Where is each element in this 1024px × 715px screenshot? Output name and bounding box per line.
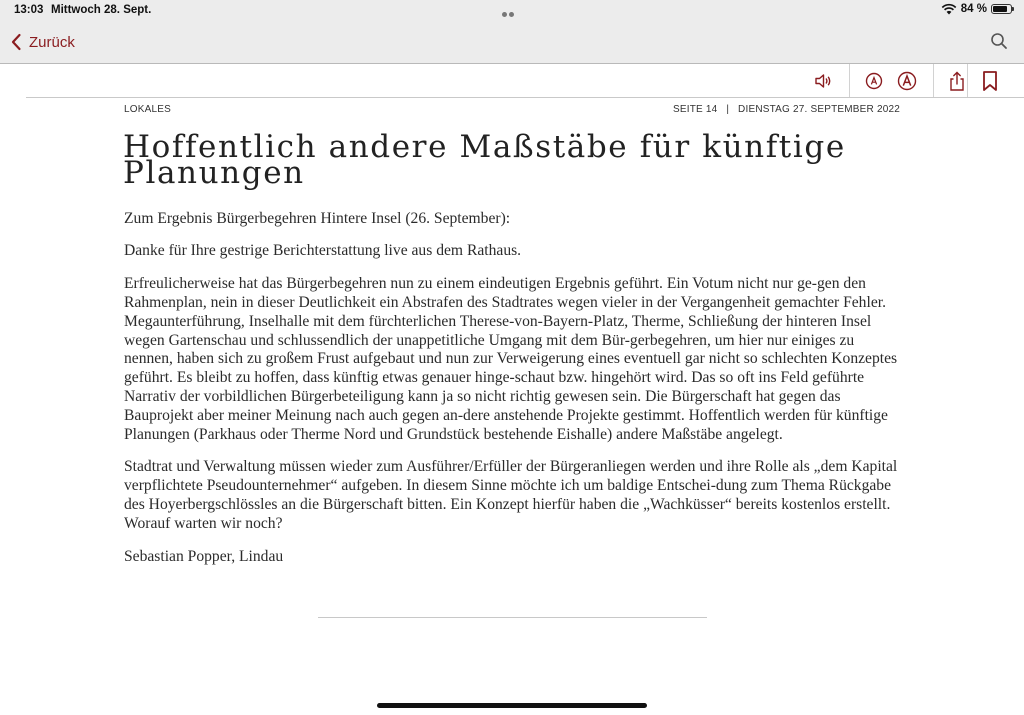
share-icon[interactable] <box>946 70 968 92</box>
end-divider <box>318 617 707 618</box>
battery-icon <box>991 4 1012 14</box>
article-reference: Zum Ergebnis Bürgerbegehren Hintere Insel (26. September): <box>124 210 511 227</box>
speaker-icon[interactable] <box>812 70 834 92</box>
search-icon[interactable] <box>990 32 1008 50</box>
page-info: SEITE 14 | DIENSTAG 27. SEPTEMBER 2022 <box>672 104 900 115</box>
article-paragraph: Erfreulicherweise hat das Bürgerbegehren nun zu einem eindeutigen Ergebnis geführt. Ein Votum nicht nur ge-gen den Rahmenplan, nein in dieser Deutlichkeit ein Abstrafen des Stadtrates wegen vieler in der Vergangenheit gemachter Fehler. Megaunterführung, Inselhalle mit dem fürchterlichen Therese-von-Bayern-Platz, Therme, Schließung der hinteren Insel wegen Gartenschau und schlussendlich der unappetitliche Umgang mit dem Bür-gerbegehren, um hier nur einiges zu nennen, haben sich zu großem Frust aufgebaut und nun zur Verweigerung eines eventuell gar nicht so schlechten Konzeptes geführt. Es bleibt zu hoffen, dass künftig etwas genauer hinge-schaut bzw. hingehört wird. Das so oft ins Feld geführte Narrativ der vorbildlichen Bürgerbeteiligung kann ja so nicht richtig gewesen sein. Die Bürgerschaft hat gegen das Bauprojekt aber meiner Meinung nach auch gegen an-dere anstehende Projekte gestimmt. Hoffentlich werden für künftige Planungen (Parkhaus oder Therme Nord und Grundstück bestehende Eishalle) andere Maßstäbe angelegt. <box>124 274 898 444</box>
article-author: Sebastian Popper, Lindau <box>124 547 284 565</box>
status-bar <box>0 0 1024 22</box>
navigation-bar <box>0 22 1024 64</box>
back-button[interactable] <box>10 31 75 53</box>
font-size-small-icon[interactable] <box>863 70 885 92</box>
status-date: Mittwoch 28. Sept. <box>51 4 152 16</box>
battery-percent: 84 % <box>960 3 987 15</box>
status-indicators <box>941 3 1012 15</box>
back-label: Zurück <box>29 33 75 51</box>
chevron-left-icon <box>10 33 22 51</box>
status-time: 13:03 <box>14 4 44 16</box>
article-paragraph: Stadtrat und Verwaltung müssen wieder zum Ausführer/Erfüller der Bürgeranliegen werden und ihre Rolle als „dem Kapital verpflichtete Pseudounternehmer“ aufgeben. In diesem Sinne möchte ich um baldige Entschei-dung zum Thema Rückgabe des Hoyerbergschlössles an die Bürgerschaft bitten. Ein Konzept hierfür haben die „Wachküsser“ bereits kostenlos erstellt. Worauf warten wir noch? <box>124 458 898 533</box>
section-label: LOKALES <box>124 104 171 115</box>
font-size-large-icon[interactable] <box>896 70 918 92</box>
article-body <box>124 210 904 580</box>
battery-level <box>993 6 1007 12</box>
home-indicator[interactable] <box>377 703 647 708</box>
article-headline: Hoffentlich andere Maßstäbe für künftige Planungen <box>123 129 846 191</box>
article-toolbar <box>0 64 1024 98</box>
article-paragraph: Danke für Ihre gestrige Berichterstattung live aus dem Rathaus. <box>124 242 522 260</box>
bookmark-icon[interactable] <box>979 70 1001 92</box>
multitasking-dots-icon[interactable] <box>502 8 522 13</box>
wifi-icon <box>941 3 957 15</box>
